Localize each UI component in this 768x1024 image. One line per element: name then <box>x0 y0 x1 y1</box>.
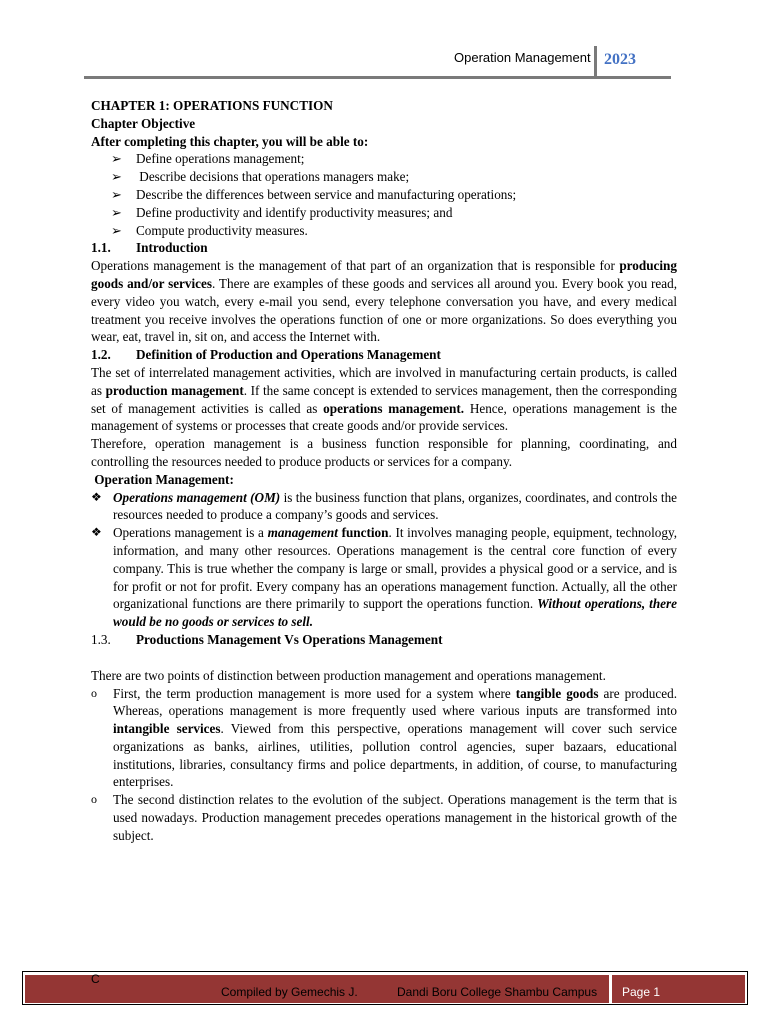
bullet-text <box>113 524 677 631</box>
paragraph: There are two points of distinction between production management and operations management. <box>91 667 606 683</box>
footer-c: C <box>91 972 100 986</box>
objective-item <box>111 150 677 168</box>
objective-item <box>111 222 677 240</box>
bold-text: function <box>337 525 389 541</box>
arrow-bullet-icon: ➢ <box>111 204 123 220</box>
bullet-item <box>91 489 677 525</box>
paragraph <box>91 364 677 435</box>
objective-text: Define operations management; <box>136 151 305 167</box>
section-title: Productions Management Vs Operations Management <box>136 631 443 647</box>
diamond-bullet-icon: ❖ <box>91 489 102 504</box>
bold-text: producing goods and/or services <box>91 258 677 291</box>
objective-text: Compute productivity measures. <box>136 222 308 238</box>
objective-item <box>111 186 677 204</box>
objective-item <box>111 168 677 186</box>
footer-compiled-by: Compiled by Gemechis J. <box>221 985 358 999</box>
text-run: . If the same concept is extended to services management, then the corresponding set of management activities is called as <box>91 382 677 416</box>
bold-text: tangible goods <box>515 685 599 701</box>
om-heading: Operation Management: <box>91 471 234 487</box>
bullet-text <box>113 489 677 525</box>
arrow-bullet-icon: ➢ <box>111 222 123 238</box>
section-number: 1.1. <box>91 240 111 256</box>
bold-text: intangible services <box>113 721 221 737</box>
objective-item <box>111 204 677 222</box>
header-title: Operation Management <box>454 50 591 65</box>
arrow-bullet-icon: ➢ <box>111 186 123 202</box>
arrow-bullet-icon: ➢ <box>111 169 123 185</box>
paragraph <box>91 257 677 346</box>
section-heading <box>91 239 677 257</box>
bullet-text: The second distinction relates to the evolution of the subject. Operations management is the term that is used nowadays. Production management precedes operations management in the historical growth of the subject. <box>113 792 677 843</box>
bold-text: production management <box>105 382 244 398</box>
chapter-title: CHAPTER 1: OPERATIONS FUNCTION <box>91 98 333 113</box>
bullet-item <box>91 524 677 631</box>
text-run: The set of interrelated management activities, which are involved in manufacturing certain products, is called as <box>91 364 677 398</box>
section-number: 1.3. <box>91 631 111 647</box>
objective-text: Describe the differences between service and manufacturing operations; <box>136 186 517 202</box>
section-title: Introduction <box>136 240 208 256</box>
section-heading <box>91 631 677 649</box>
text-run: Operations management is the management of that part of an organization that is responsible for <box>91 258 620 274</box>
chapter-objective-heading: Chapter Objective <box>91 115 196 131</box>
footer-page-number: Page 1 <box>622 985 661 999</box>
circle-bullet-icon: o <box>91 792 97 807</box>
bold-italic-text: Operations management (OM) <box>113 489 281 505</box>
header-separator <box>594 46 597 76</box>
text-run: . Viewed from this perspective, operations management will cover such service organizations as banks, airlines, utilities, pollution control agencies, super bazaars, educational institutions, libraries, consultancy firms and police departments, in addition, of course, to manufacturing enterprises. <box>113 721 677 790</box>
bold-italic-text: management <box>267 525 338 541</box>
text-run: Operations management is a <box>113 525 268 541</box>
document-body <box>91 97 677 845</box>
spacer <box>91 649 677 667</box>
bullet-text <box>113 685 677 792</box>
after-completing-text: After completing this chapter, you will be able to: <box>91 133 369 149</box>
text-run: is the business function that plans, organizes, coordinates, and controls the resources needed to produce a company’s goods and services. <box>113 489 678 523</box>
footer-college: Dandi Boru College Shambu Campus <box>397 985 598 999</box>
diamond-bullet-icon: ❖ <box>91 525 102 540</box>
text-run: are produced. Whereas, operations management is more frequently used where various inputs are transformed into <box>113 685 677 719</box>
bold-italic-text: Without operations, there would be no goods or services to sell. <box>113 596 678 630</box>
text-run: First, the term production management is more used for a system where <box>113 685 516 701</box>
bullet-item <box>91 685 677 792</box>
text-run: Hence, operations management is the management of systems or processes that create goods and/or provide services. <box>91 400 677 434</box>
header-rule <box>84 76 671 79</box>
header-year: 2023 <box>604 51 636 68</box>
text-run: . It involves managing people, equipment, technology, information, and many other resources. Operations management is the central core function of every company. This is true whether the company is large or small, provides a physical good or a service, and is for profit or not for profit. Every company has an operations management function. Actually, all the other organizational functions are there primarily to support the operations function. <box>113 525 677 612</box>
section-title: Definition of Production and Operations Management <box>136 347 441 363</box>
bullet-item <box>91 791 677 844</box>
objective-text: Define productivity and identify productivity measures; and <box>136 204 453 220</box>
text-run: . There are examples of these goods and services all around you. Every book you read, every video you watch, every e-mail you send, every telephone conversation you have, and every medical treatment you receive involves the operations function of one or more organizations. So does everything you wear, eat, travel in, sit on, and access the Internet with. <box>91 275 677 345</box>
bold-text: operations management. <box>323 400 465 416</box>
section-number: 1.2. <box>91 347 111 363</box>
arrow-bullet-icon: ➢ <box>111 151 123 167</box>
paragraph: Therefore, operation management is a business function responsible for planning, coordinating, and controlling the resources needed to produce products or services for a company. <box>91 436 677 469</box>
circle-bullet-icon: o <box>91 685 97 700</box>
objective-text: Describe decisions that operations managers make; <box>136 169 410 185</box>
section-heading <box>91 346 677 364</box>
